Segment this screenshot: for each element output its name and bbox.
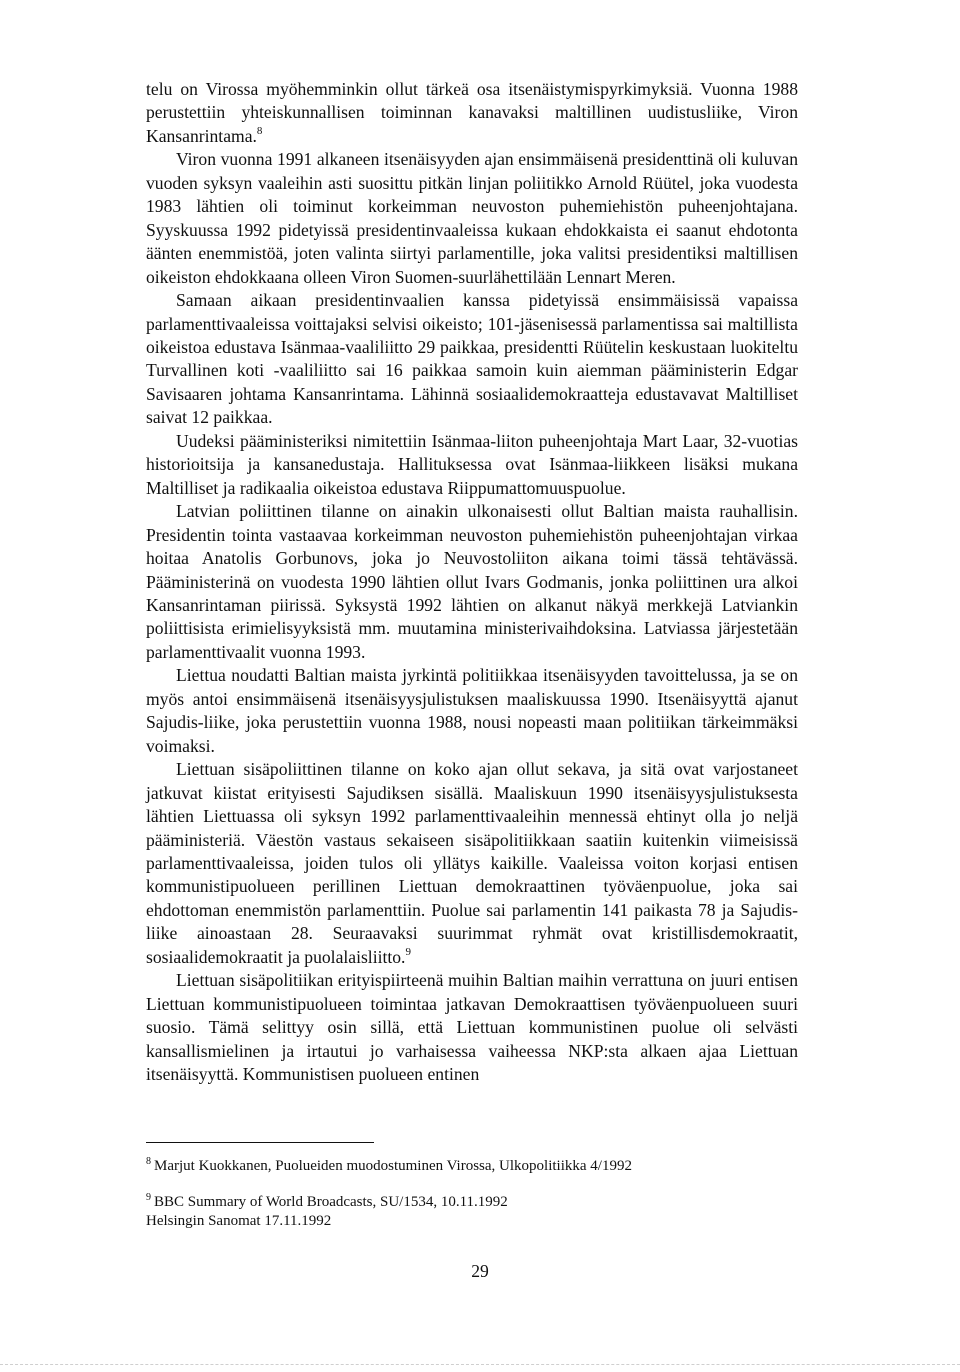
paragraph-text: Samaan aikaan presidentinvaalien kanssa pidetyissä ensimmäisissä vapaissa parlamenttivaaleissa voittajaksi selvisi oikeisto; 101-jäsenisessä parlamentissa sai maltillista oikeistoa edustava Isänmaa-vaaliliitto 29 paikkaa, presidentti Rüütelin keskustaan luokiteltu Turvallinen koti -vaaliliitto sai 16 paikkaa samoin kuin aiemman pääministerin Edgar Savisaaren johtama Kansanrintama. Lähinnä sosiaalidemokraatteja edustavavat Maltilliset saivat 12 paikkaa. bbox=[146, 290, 798, 428]
scan-edge-divider bbox=[0, 1364, 960, 1365]
footnote-number: 9 bbox=[146, 1192, 151, 1203]
paragraph-text: Liettuan sisäpolitiikan erityispiirteenä muihin Baltian maihin verrattuna on juuri entisen Liettuan kommunistipuolueen toimintaa jatkavan Demokraattisen työväenpuolueen suuri suosio. Tämä selittyy osin sillä, että Liettuan kommunistinen puolue oli selvästi kansallismielinen ja irtautui jo varhaisessa vaiheessa NKP:sta alkaen ajaa Liettuan itsenäisyyttä. Kommunistisen puolueen entinen bbox=[146, 970, 798, 1085]
paragraph-3 bbox=[146, 289, 798, 430]
footnote-number: 8 bbox=[146, 1156, 151, 1167]
footnote-text: Marjut Kuokkanen, Puolueiden muodostuminen Virossa, Ulkopolitiikka 4/1992 bbox=[154, 1158, 632, 1174]
footnote-line: Helsingin Sanomat 17.11.1992 bbox=[146, 1213, 332, 1229]
page-number: 29 bbox=[471, 1261, 489, 1281]
footnote-8 bbox=[146, 1157, 798, 1176]
paragraph-8 bbox=[146, 969, 798, 1086]
paragraph-2 bbox=[146, 148, 798, 289]
footnote-line bbox=[146, 1157, 798, 1176]
footnote-line bbox=[146, 1193, 798, 1212]
paragraph-text: Uudeksi pääministeriksi nimitettiin Isänmaa-liiton puheenjohtaja Mart Laar, 32-vuotias historioitsija ja kansanedustaja. Hallituksessa ovat Isänmaa-liikkeen lisäksi mukana Maltilliset ja radikaalia oikeistoa edustava Riippumattomuuspuolue. bbox=[146, 430, 798, 498]
paragraph-7 bbox=[146, 758, 798, 969]
footnote-text: BBC Summary of World Broadcasts, SU/1534, 10.11.1992 bbox=[154, 1194, 508, 1210]
footnote-ref-8: 8 bbox=[256, 124, 263, 137]
paragraph-text: Latvian poliittinen tilanne on ainakin ulkonaisesti ollut Baltian maista rauhallisin. Presidentin tointa vastaavaa korkeimman neuvoston puhemiehistön puheenjohtajan virkaa hoitaa Anatolis Gorbunovs, joka jo Neuvostoliiton aikana toimi tässä tehtävässä. Pääministerinä on vuodesta 1990 lähtien ollut Ivars Godmanis, jonka poliittinen ura alkoi Kansanrintaman piirissä. Syksystä 1992 lähtien on alkanut näkyä merkkejä Latviankin poliittisista erimielisyyksistä mm. muutamina ministerivaihdoksina. Latviassa järjestetään parlamenttivaalit vuonna 1993. bbox=[146, 501, 798, 662]
paragraph-6 bbox=[146, 664, 798, 758]
footnote-9 bbox=[146, 1193, 798, 1231]
paragraph-1 bbox=[146, 78, 798, 148]
footnote-ref-9: 9 bbox=[405, 945, 411, 958]
paragraph-text: Liettua noudatti Baltian maista jyrkintä politiikkaa itsenäisyyden tavoittelussa, ja se on myös antoi ensimmäisenä itsenäisyysjulistuksen maaliskuussa 1990. Itsenäisyyttä ajanut Sajudis-liike, joka perustettiin vuonna 1988, nousi nopeasti maan politiikan tärkeimmäksi voimaksi. bbox=[146, 665, 798, 756]
paragraph-5 bbox=[146, 500, 798, 664]
footnote-separator bbox=[146, 1142, 374, 1143]
paragraph-text: telu on Virossa myöhemminkin ollut tärkeä osa itsenäistymispyrkimyksiä. Vuonna 1988 perustettiin yhteiskunnallisen toiminnan kanavaksi maltillinen uudistusliike, Viron Kansanrintama. bbox=[146, 79, 798, 146]
body-text bbox=[146, 78, 798, 1086]
paragraph-text: Liettuan sisäpoliittinen tilanne on koko ajan ollut sekava, ja sitä ovat varjostaneet jatkuvat kiistat erityisesti Sajudiksen sisällä. Maaliskuun 1990 itsenäisyysjulistuksesta lähtien Liettuassa oli syksyn 1992 parlamenttivaaleihin mennessä ehtinyt olla jo neljä pääministeriä. Väestön vastaus sekaiseen sisäpolitiikkaan saatiin kuitenkin viimeisissä parlamenttivaaleissa, joiden tulos oli yllätys kaikille. Vaaleissa voiton korjasi entisen kommunistipuolueen perillinen Liettuan demokraattinen työväenpuolue, joka sai ehdottoman enemmistön parlamenttiin. Puolue sai parlamentin 141 paikasta 78 ja Sajudis-liike ainoastaan 28. Seuraavaksi suurimmat ryhmät ovat kristillisdemokraatit, sosiaalidemokraatit ja puolalaisliitto. bbox=[146, 759, 798, 967]
paragraph-4 bbox=[146, 430, 798, 500]
paragraph-text: Viron vuonna 1991 alkaneen itsenäisyyden ajan ensimmäisenä presidenttinä oli kuluvan vuoden syksyn vaaleihin asti suosittu pitkän linjan poliitikko Arnold Rüütel, joka vuodesta 1983 lähtien oli toiminut korkeimman neuvoston puhemiehistön puheenjohtajana. Syyskuussa 1992 pidetyissä presidentinvaaleissa kukaan ehdokkaista ei saanut ehdotonta äänten enemmistöä, joten valinta siirtyi parlamentille, joka valitsi presidentiksi maltillisen oikeiston ehdokkaana olleen Viron Suomen-suurlähettilään Lennart Meren. bbox=[146, 149, 798, 287]
footnotes bbox=[146, 1157, 798, 1248]
